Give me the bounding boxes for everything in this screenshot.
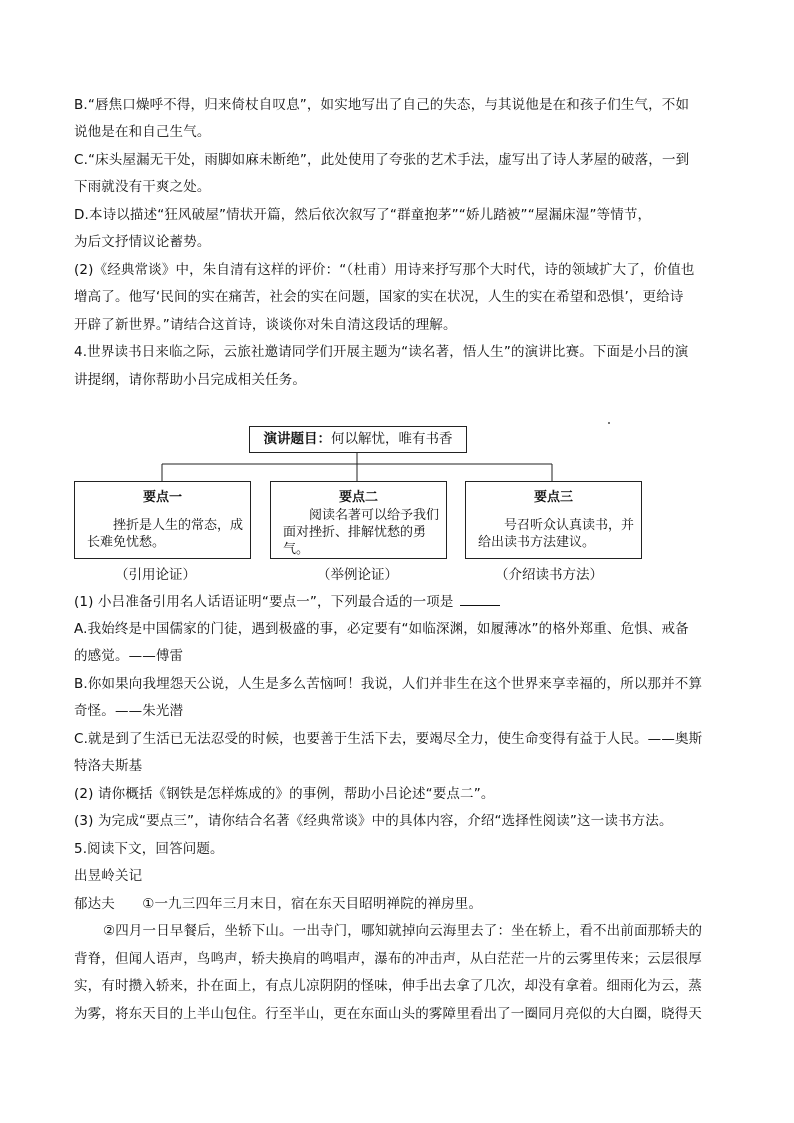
option-d-line2: 为后文抒情议论蓄势。 [74,234,211,250]
answer-blank[interactable] [460,592,500,606]
point-heading: 要点二 [338,490,378,505]
option-a-line2: 的感觉。——傅雷 [74,648,184,664]
question-4-line1: 4.世界读书日来临之际，云旅社邀请同学们开展主题为“读名著，悟人生”的演讲比赛。下面是小吕的演 [74,344,689,360]
speech-title-label: 演讲题目： [263,431,331,447]
essay-paragraph-line4: 为雾，将东天目的上半山包住。行至半山，更在东面山头的雾障里看出了一圈同月亮似的大白圈，晓得天 [74,1006,702,1022]
option-c-line1: C.“床头屋漏无干处，雨脚如麻未断绝”，此处使用了夸张的艺术手法，虚写出了诗人茅屋的破落，一到 [74,152,690,168]
point-caption-2: （举例论证） [317,567,398,583]
question-4-2: (2) 请你概括《钢铁是怎样炼成的》的事例，帮助小吕论述“要点二”。 [74,786,495,802]
point-caption-3: （介绍读书方法） [495,567,603,583]
option-b-line2: 说他是在和自己生气。 [74,124,211,140]
point-heading: 要点一 [142,490,182,505]
point-box-3 [465,481,642,559]
point-box-1 [74,481,251,559]
question-5: 5.阅读下文，回答问题。 [74,841,224,857]
essay-paragraph-line2: 背脊，但闻人语声，鸟鸣声，轿夫换肩的鸣唱声，瀑布的冲击声，从白茫茫一片的云雾里传来；云层很厚 [74,951,702,967]
essay-paragraph-line1: ②四月一日早餐后，坐轿下山。一出寺门，哪知就掉向云海里去了：坐在轿上，看不出前面那轿夫的 [103,923,703,939]
essay-author-line: 郁达夫 ①一九三四年三月末日，宿在东天目昭明禅院的禅房里。 [74,896,483,912]
question-2-line2: 增高了。他写‘民间的实在痛苦，社会的实在问题，国家的实在状况，人生的实在希望和恐惧’，更给诗 [74,289,684,305]
point-heading: 要点三 [533,490,573,505]
question-4-3: (3) 为完成“要点三”，请你结合名著《经典常谈》中的具体内容，介绍“选择性阅读”这一读书方法。 [74,813,673,829]
speech-title-box [249,426,467,453]
question-4-1 [74,592,500,611]
question-4-line2: 讲提纲，请你帮助小吕完成相关任务。 [74,372,307,388]
point-body: 号召听众认真读书，并给出读书方法建议。 [478,518,635,550]
point-box-2 [270,481,447,559]
point-body: 阅读名著可以给予我们面对挫折、排解忧愁的勇气。 [283,508,440,557]
stray-dot [608,422,610,424]
point-caption-1: （引用论证） [115,567,196,583]
essay-paragraph-line3: 实，有时攒入轿来，扑在面上，有点儿凉阴阴的怪味，伸手出去拿了几次，却没有拿着。细雨化为云，蒸 [74,978,702,994]
speech-title-text: 何以解忧，唯有书香 [331,431,453,447]
question-4-1-text: (1) 小吕准备引用名人话语证明“要点一”，下列最合适的一项是 [74,594,454,610]
option-c2-line1: C.就是到了生活已无法忍受的时候，也要善于生活下去，要竭尽全力，使生命变得有益于人民。——奥斯 [74,731,703,747]
question-2-line3: 开辟了新世界。”请结合这首诗，谈谈你对朱自清这段话的理解。 [74,317,457,333]
essay-title: 出昱岭关记 [74,868,143,884]
option-c-line2: 下雨就没有干爽之处。 [74,179,211,195]
option-d-line1: D.本诗以描述“狂风破屋”情状开篇，然后依次叙写了“群童抱茅”“娇儿踏被”“屋漏床湿”等情节， [74,207,652,223]
point-body: 挫折是人生的常态，成长难免忧愁。 [87,518,244,550]
option-b2-line2: 奇怪。——朱光潜 [74,703,184,719]
option-b-line1: B.“唇焦口燥呼不得，归来倚杖自叹息”，如实地写出了自己的失态，与其说他是在和孩子们生气，不如 [74,97,690,113]
option-c2-line2: 特洛夫斯基 [74,758,143,774]
option-b2-line1: B.你如果向我埋怨天公说，人生是多么苦恼呵！我说，人们并非生在这个世界来享幸福的，所以那并不算 [74,676,703,692]
question-2-line1: (2)《经典常谈》中，朱自清有这样的评价：“（杜甫）用诗来抒写那个大时代，诗的领域扩大了，价值也 [74,262,695,278]
option-a-line1: A.我始终是中国儒家的门徒，遇到极盛的事，必定要有“如临深渊，如履薄冰”的格外郑重、危惧、戒备 [74,621,689,637]
